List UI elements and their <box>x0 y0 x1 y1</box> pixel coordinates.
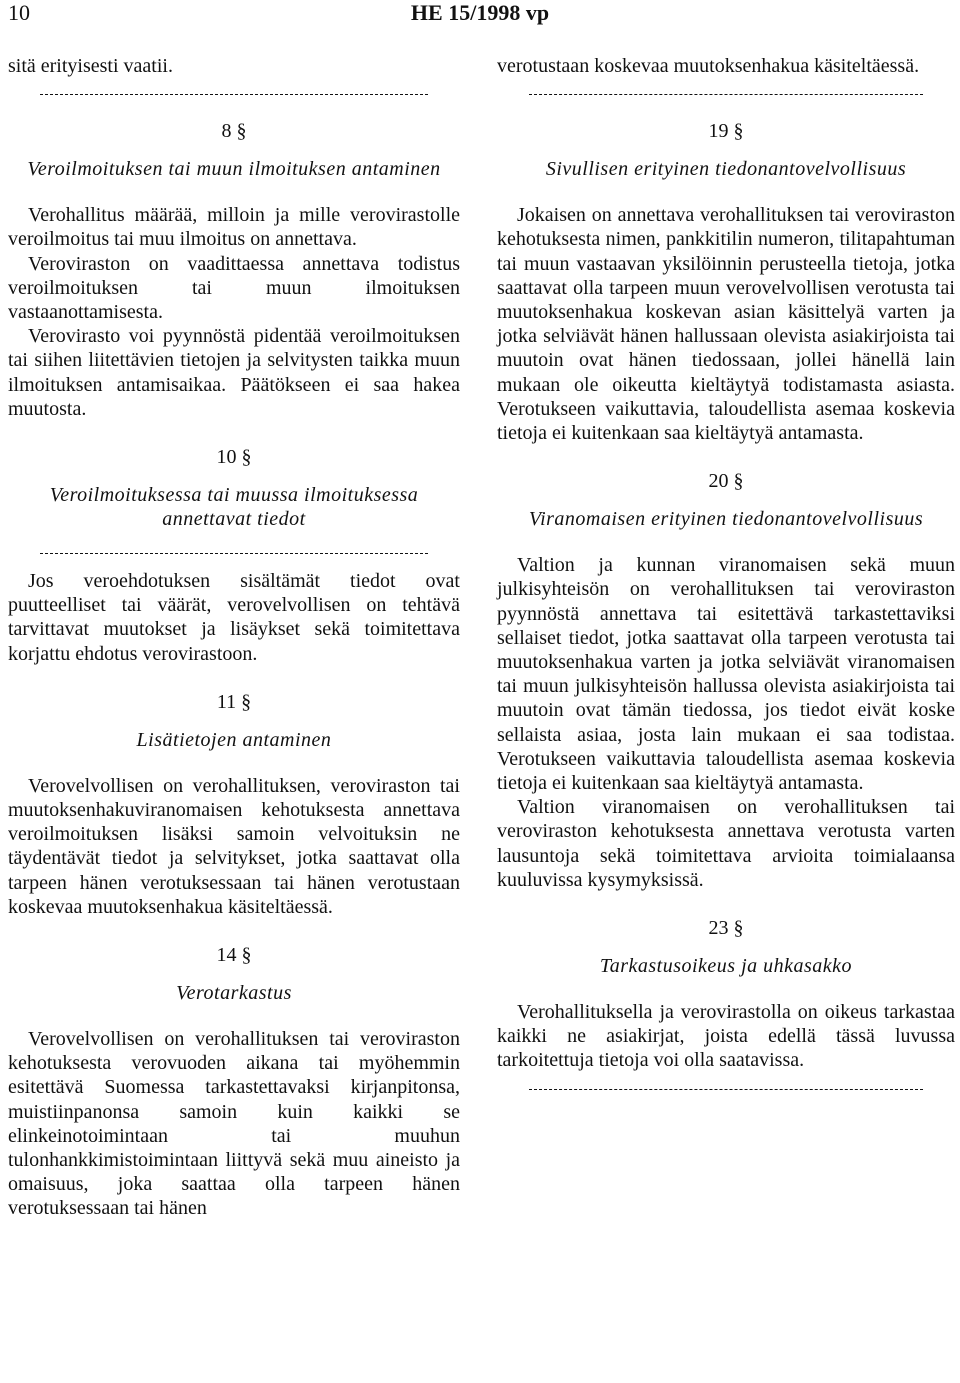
paragraph: Verovelvollisen on verohallituksen, veroviraston tai muutoksenhakuviranomaisen kehotuksesta annettava veroilmoituksen lisäksi samoin velvoituksin ne täydentävät tiedot ja selvitykset, jotka saattavat olla tarpeen hänen verotuksessaan tai hänen verotustaan koskevaa muutoksenhakua käsiteltäessä. <box>8 774 460 918</box>
section-title: Viranomaisen erityinen tiedonantovelvollisuus <box>528 508 924 531</box>
paragraph: Veroviraston on vaadittaessa annettava todistus veroilmoituksen tai muun ilmoituksen vastaanottamisesta. <box>8 252 460 324</box>
section-number: 8 § <box>221 120 247 143</box>
section-number: 19 § <box>708 120 744 143</box>
section-number: 23 § <box>708 917 744 940</box>
section-number: 20 § <box>708 470 744 493</box>
omission-divider <box>40 94 429 95</box>
page-header <box>0 0 960 34</box>
section-title: Verotarkastus <box>176 982 292 1005</box>
paragraph: Valtion ja kunnan viranomaisen sekä muun julkisyhteisön on verohallituksen tai veroviraston pyynnöstä annettava tai esitettävä tarkastettaviksi sellaiset tiedot, jotka saattavat olla tarpeen verotusta tai muutoksenhakua varten ja jotka selviävät viranomaisen tai muun julkisyhteisön hallussa olevista asiakirjoista tai muutoin ovat tämän tiedossa, jos tiedot eivät koske sellaista asiaa, josta lain mukaan ei saa todistaa. Verotukseen vaikuttavia taloudellista asemaa koskevia tietoja ei kuitenkaan saa kieltäytyä antamasta. <box>497 554 955 795</box>
omission-divider <box>529 1089 923 1090</box>
section-title: Tarkastusoikeus ja uhkasakko <box>599 955 853 978</box>
paragraph: sitä erityisesti vaatii. <box>8 55 173 77</box>
section-title: Veroilmoituksessa tai muussa ilmoituksessa annettavat tiedot <box>49 484 419 531</box>
section-title: Lisätietojen antaminen <box>136 728 332 751</box>
document-id: HE 15/1998 vp <box>410 0 550 25</box>
section-title: Sivullisen erityinen tiedonantovelvollisuus <box>545 158 907 181</box>
paragraph: Verovirasto voi pyynnöstä pidentää veroilmoituksen tai siihen liitettävien tietojen ja selvitysten taikka muun ilmoituksen antamisaikaa. Päätökseen ei saa hakea muutosta. <box>8 325 460 420</box>
right-column <box>497 54 955 1105</box>
paragraph: Jos veroehdotuksen sisältämät tiedot ovat puutteelliset tai väärät, verovelvollisen on tehtävä tarvittavat muutokset ja lisäykset sekä toimitettava korjattu ehdotus verovirastoon. <box>8 570 460 665</box>
paragraph: Jokaisen on annettava verohallituksen tai veroviraston kehotuksesta nimen, pankkitilin numeron, tilitapahtuman tai muun vastaavan yksilöinnin perusteella tietoja, jotka saattavat olla tarpeen muun verovelvollisen verotusta tai muutoksenhakua koskevan asian käsittelyä varten ja jotka selviävät hänen hallussaan olevista asiakirjoista tai muutoin ovat hänen tiedossaan, jollei hänellä lain mukaan ole oikeutta kieltäytyä todistamasta asiasta. Verotukseen vaikuttavia, taloudellista asemaa koskevia tietoja ei kuitenkaan saa kieltäytyä antamasta. <box>497 204 955 445</box>
section-number: 11 § <box>216 690 252 713</box>
section-number: 10 § <box>216 446 252 469</box>
paragraph: verotustaan koskevaa muutoksenhakua käsiteltäessä. <box>497 55 920 77</box>
omission-divider <box>40 553 429 554</box>
paragraph: Valtion viranomaisen on verohallituksen tai veroviraston kehotuksesta annettava verotusta varten lausuntoja sekä toimitettava arvioita toimialaansa kuuluvissa kysymyksissä. <box>497 796 955 891</box>
omission-divider <box>529 94 923 95</box>
paragraph: Verohallituksella ja verovirastolla on oikeus tarkastaa kaikki ne asiakirjat, joista edellä tässä luvussa tarkoitettuja tietoja voi olla saatavissa. <box>497 1001 955 1072</box>
page-number: 10 <box>8 0 30 25</box>
section-title: Veroilmoituksen tai muun ilmoituksen antaminen <box>27 158 441 181</box>
paragraph: Verovelvollisen on verohallituksen tai veroviraston kehotuksesta verovuoden aikana tai myöhemmin esitettävä Suomessa tarkastettavaksi kirjanpitonsa, muistiinpanonsa samoin kuin kaikki se elinkeinotoimintaan tai muuhun tulonhankkimistoimintaan liittyvä sekä muu aineisto ja omaisuus, joka saattaa olla tarpeen hänen verotuksessaan tai hänen <box>8 1028 460 1220</box>
left-column <box>8 54 460 1221</box>
paragraph: Verohallitus määrää, milloin ja mille verovirastolle veroilmoitus tai muu ilmoitus on annettava. <box>8 204 460 251</box>
section-number: 14 § <box>216 944 252 967</box>
